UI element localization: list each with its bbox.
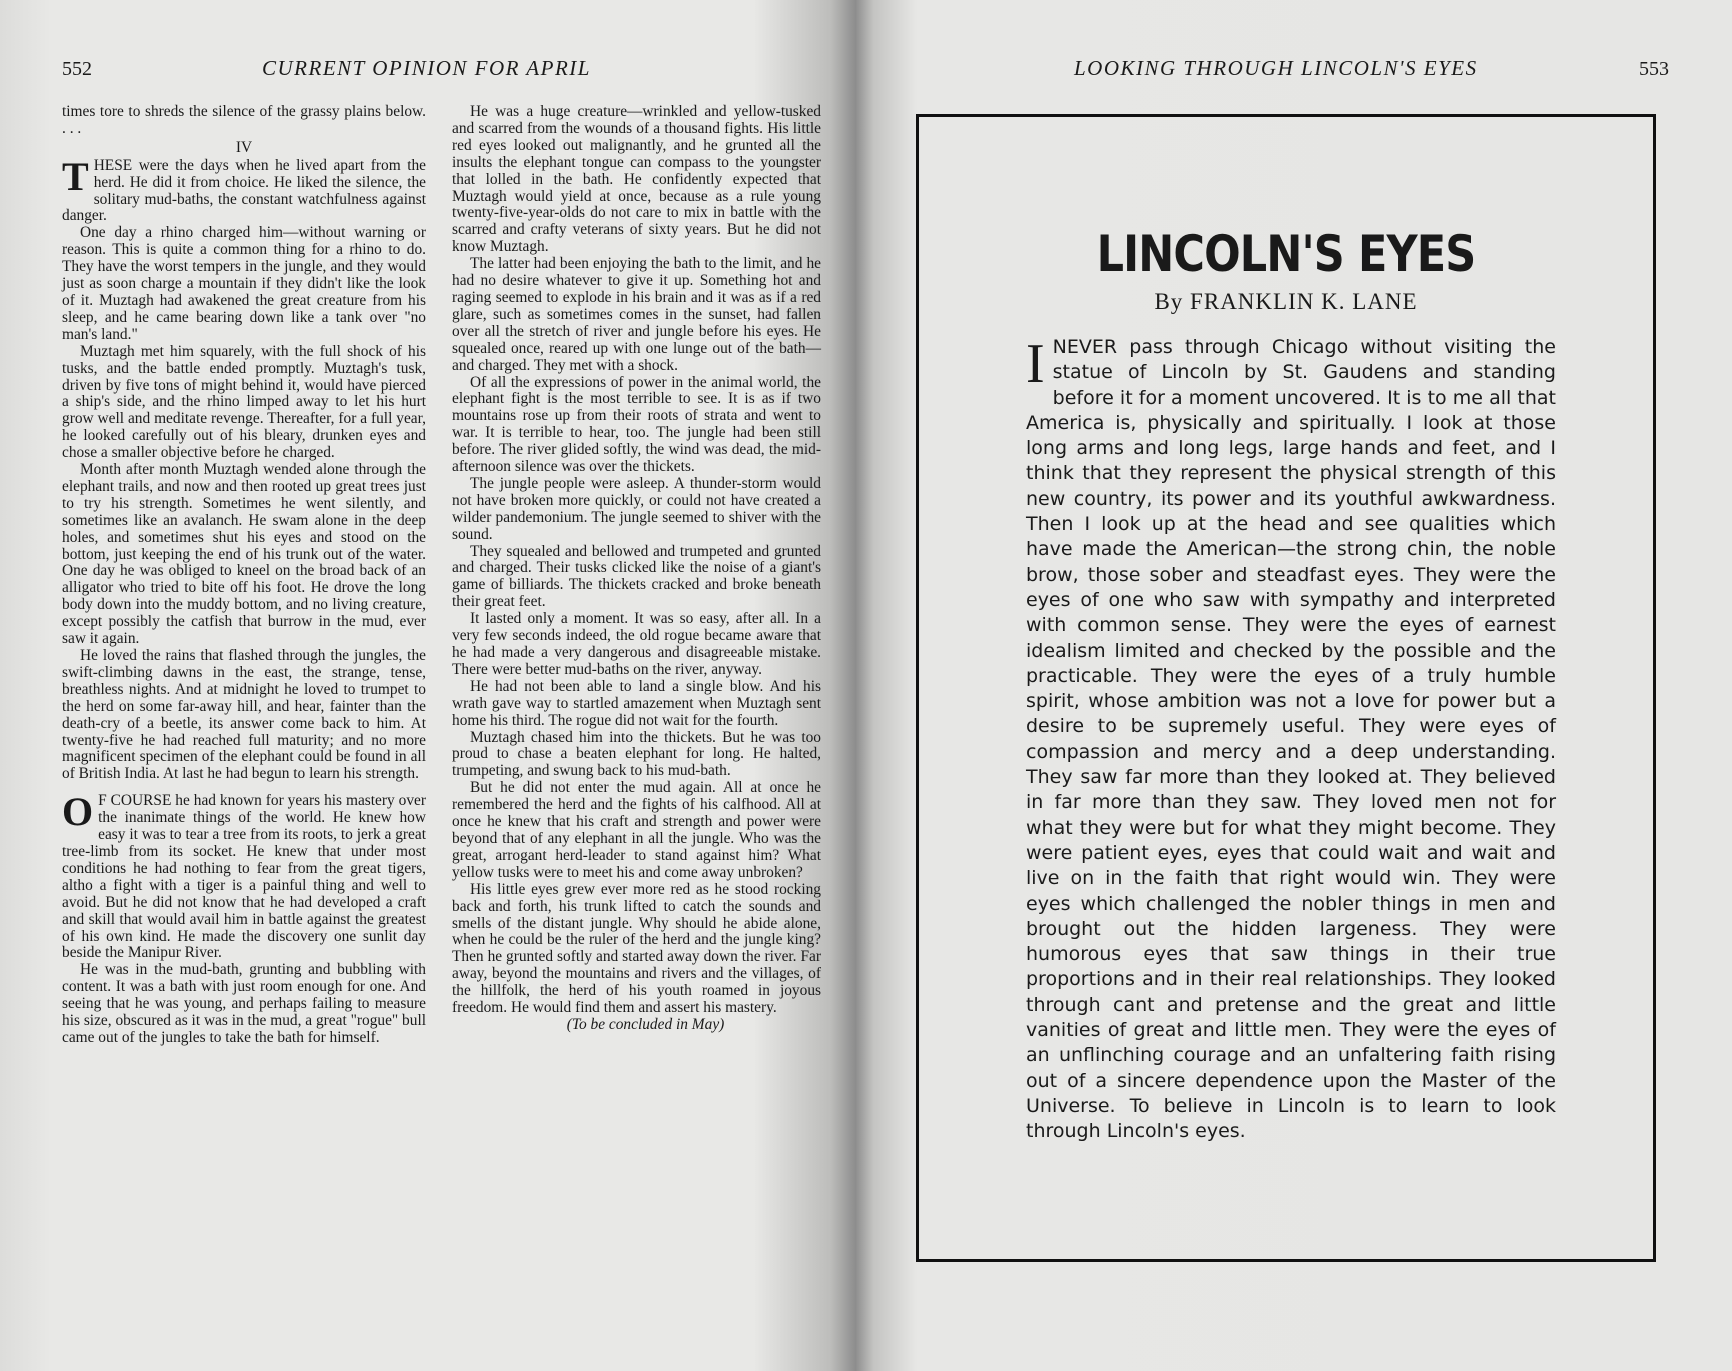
paragraph <box>62 789 426 962</box>
paragraph: Muztagh met him squarely, with the full shock of his tusks, and the battle ended promptly. Muztagh's tusk, driven by five tons of might behind it, would have pierced a ship's side, and the rhino limped away to let his hurt grow well and meditate revenge. Thereafter, for a full year, he looked carefully out of his bleary, drunken eyes and chose a smaller objective before he charged. <box>62 342 426 462</box>
byline: By FRANKLIN K. LANE <box>1154 289 1418 314</box>
paragraph: He had not been able to land a single blow. And his wrath gave way to startled amazement when Muztagh sent home his third. The rogue did not wait for the fourth. <box>452 677 821 729</box>
right-running-head: LOOKING THROUGH LINCOLN'S EYES <box>1074 56 1478 80</box>
paragraph: times tore to shreds the silence of the grassy plains below. . . . <box>62 103 426 137</box>
left-page <box>0 0 856 1371</box>
left-column-1 <box>62 104 426 1047</box>
essay-body <box>1026 335 1556 1145</box>
right-page-number: 553 <box>1639 58 1669 80</box>
paragraph: Muztagh chased him into the thickets. But he was too proud to chase a beaten elephant for long. He halted, trumpeting, and swung back to his mud-bath. <box>452 728 821 780</box>
article-title: LINCOLN'S EYES <box>1096 225 1476 283</box>
essay-frame <box>916 114 1656 1262</box>
paragraph: The latter had been enjoying the bath to the limit, and he had no desire whatever to give it up. Something hot and raging seemed to explode in his brain and it was as if a red glare, such as sometimes comes in the sunset, had fallen over all the stretch of river and jungle before his eyes. He squealed once, reared up with one lunge out of the bath—and charged. They met with a shock. <box>452 255 821 374</box>
paragraph: Of all the expressions of power in the animal world, the elephant fight is the most terrible to see. It is as if two mountains rose up from their roots of strata and went to war. It is terrible to hear, too. The jungle had been still before. The river glided softly, the wind was dead, the mid-afternoon silence was over the thickets. <box>452 373 821 476</box>
continuation-note: (To be concluded in May) <box>566 1015 725 1033</box>
drop-cap: O <box>62 789 94 835</box>
drop-cap: I <box>1026 333 1045 395</box>
paragraph: He loved the rains that flashed through the jungles, the swift-climbing dawns in the east, the strange, tense, breathless nights. And at midnight he loved to trumpet to the herd on some far-away hill, and hear, fainter than the death-cry of a beetle, its answer come back to him. At twenty-five he had reached full maturity; and no more magnificent specimen of the elephant could be found in all of British India. At last he had begun to learn his strength. <box>62 647 426 783</box>
paragraph: But he did not enter the mud again. All at once he remembered the herd and the fights of his calfhood. All at once he knew that his craft and strength and power were beyond that of any elephant in all the jungle. Who was the great, arrogant herd-leader to stand against him? What yellow tusks were to meet his and come away unbroken? <box>452 779 821 881</box>
paragraph-text: F COURSE he had known for years his mastery over the inanimate things of the world. He knew how easy it was to tear a tree from its roots, to jerk a great tree-limb from its socket. He knew that under most conditions he had nothing to fear from the great tigers, altho a fight with a tiger is a painful thing and well to avoid. But he did not know that he had developed a craft and skill that would avail him in battle against the greatest of his own kind. He made the discovery one sunlit day beside the Manipur River. <box>62 792 426 962</box>
left-running-head: CURRENT OPINION FOR APRIL <box>262 56 591 80</box>
paragraph: His little eyes grew ever more red as he stood rocking back and forth, his trunk lifted to catch the sounds and smells of the distant jungle. Why should he abide alone, when he could be the ruler of the herd and the jungle king? Then he grunted softly and started away down the river. Far away, beyond the mountains and rivers and the villages, of the hillfolk, the herd of his youth roamed in joyous freedom. He would find them and assert his mastery. <box>452 880 821 1017</box>
right-page <box>856 0 1732 1371</box>
left-column-2 <box>452 104 821 1034</box>
paragraph: He was a huge creature—wrinkled and yellow-tusked and scarred from the wounds of a thousand fights. His little red eyes looked out malignantly, and he grunted all the insults the elephant tongue can compass to the youngster that lolled in the bath. He confidently expected that Muztagh would yield at once, because as a rule young twenty-five-year-olds do not care to mix in battle with the scarred and crafty veterans of sixty years. But he did not know Muztagh. <box>452 103 821 256</box>
paragraph: The jungle people were asleep. A thunder-storm would not have broken more quickly, or could not have created a wilder pandemonium. The jungle seemed to shiver with the sound. <box>452 474 821 543</box>
paragraph: One day a rhino charged him—without warning or reason. This is quite a common thing for a rhino to do. They have the worst tempers in the jungle, and they would just as soon charge a mountain if they didn't like the look of it. Muztagh had awakened the great creature from his sleep, and he came bearing down like a tank over "no man's land." <box>62 224 426 343</box>
drop-cap: T <box>62 153 89 199</box>
essay-text: NEVER pass through Chicago without visiting the statue of Lincoln by St. Gaudens and standing before it for a moment uncovered. It is to me all that America is, physically and spiritually. I look at those long arms and long legs, large hands and feet, and I think that they represent the physical strength of this new country, its power and its youthful awkwardness. Then I look up at the head and see qualities which have made the American—the strong chin, the noble brow, those sober and steadfast eyes. They were the eyes of one who saw with sympathy and interpreted with common sense. They were the eyes of earnest idealism limited and checked by the possible and the practicable. They were the eyes of a truly humble spirit, whose ambition was not a love for power but a desire to be supremely useful. They were eyes of compassion and mercy and a deep understanding. They saw far more than they looked at. They believed in far more than they saw. They loved men not for what they were but for what they might become. They were patient eyes, eyes that could wait and wait and live on in the faith that right would win. They were eyes which challenged the nobler things in men and brought out the hidden largeness. They were humorous eyes that saw things in their true proportions and in their real relationships. They looked through cant and pretense and the great and little vanities of great and little men. They were the eyes of an unflinching courage and an unfaltering faith rising out of a sincere dependence upon the Master of the Universe. To believe in Lincoln is to learn to look through Lincoln's eyes. <box>1026 336 1556 1143</box>
left-page-number: 552 <box>62 58 92 80</box>
paragraph: He was in the mud-bath, grunting and bubbling with content. It was a bath with just room enough for one. And seeing that he was young, and perhaps failing to measure his size, obscured as it was in the mud, a great "rogue" bull came out of the jungles to take the bath for himself. <box>62 961 426 1046</box>
section-number: IV <box>235 138 253 156</box>
paragraph: Month after month Muztagh wended alone through the elephant trails, and now and then rooted up great trees just to try his strength. Sometimes he went silently, and sometimes like an avalanch. He swam alone in the deep holes, and sometimes shut his eyes and stood on the bottom, just keeping the end of his trunk out of the water. One day he was obliged to kneel on the broad back of an alligator who tried to bite off his foot. He drove the long body down into the muddy bottom, and no living creature, except possibly the catfish that burrow in the mud, ever saw it again. <box>62 461 426 648</box>
paragraph: They squealed and bellowed and trumpeted and grunted and charged. Their tusks clicked like the noise of a giant's game of billiards. The thickets cracked and broke beneath their great feet. <box>452 542 821 611</box>
paragraph <box>62 153 426 226</box>
paragraph-text: HESE were the days when he lived apart from the herd. He did it from choice. He liked the silence, the solitary mud-baths, the constant watchfulness against danger. <box>62 156 426 225</box>
paragraph: It lasted only a moment. It was so easy, after all. In a very few seconds indeed, the old rogue became aware that he had made a very dangerous and disagreeable mistake. There were better mud-baths on the river, anyway. <box>452 610 821 678</box>
